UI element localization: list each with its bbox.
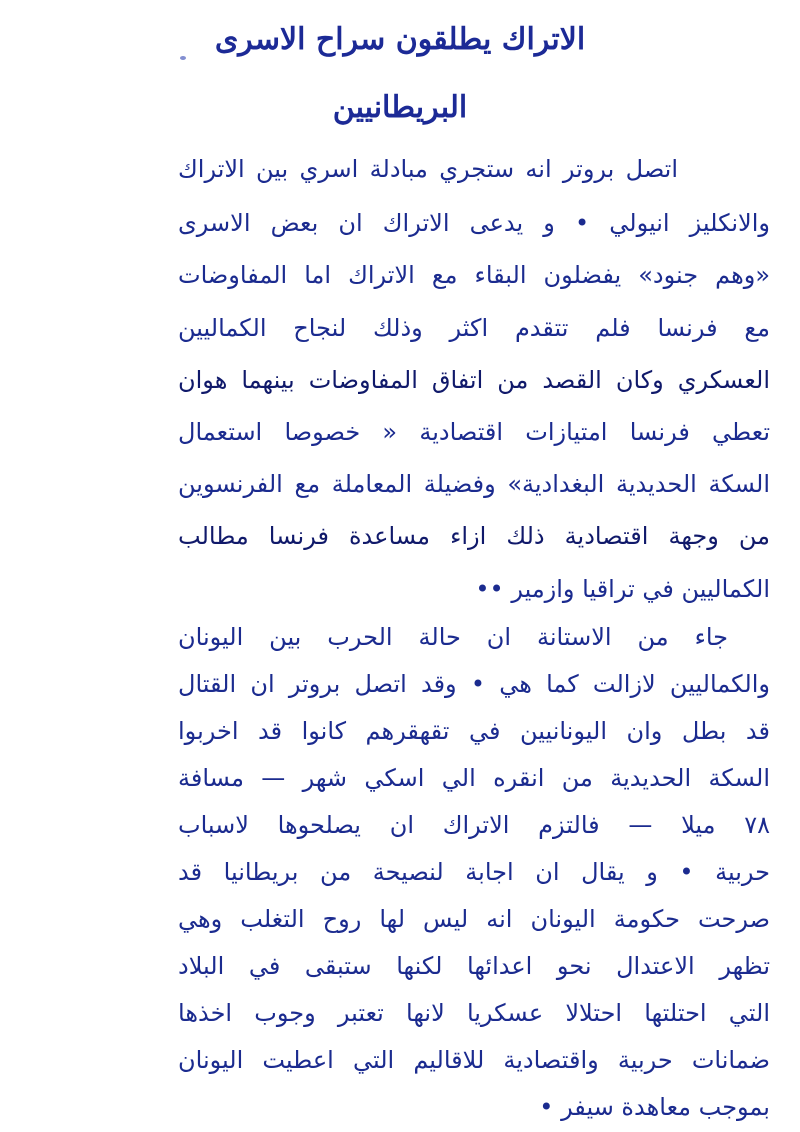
article-title: الاتراك يطلقون سراح الاسرى <box>214 22 586 57</box>
paragraph-2-line: قد بطل وان اليونانيين في تقهقرهم كانوا قد اخربوا <box>178 717 770 745</box>
paragraph-1-line: اتصل بروتر انه ستجري مبادلة اسري بين الاتراك <box>178 155 678 183</box>
paragraph-1-line: الكماليين في تراقيا وازمير •• <box>475 575 770 603</box>
paragraph-2-line: التي احتلتها احتلالا عسكريا لانها تعتبر وجوب اخذها <box>178 999 770 1027</box>
paragraph-1-line: «وهم جنود» يفضلون البقاء مع الاتراك اما المفاوضات <box>178 261 770 289</box>
article-title-continued: البريطانيين <box>332 90 468 125</box>
paragraph-1-line: من وجهة اقتصادية ذلك ازاء مساعدة فرنسا مطالب <box>178 522 770 550</box>
paragraph-2-line: تظهر الاعتدال نحو اعدائها لكنها ستبقى في البلاد <box>178 952 770 980</box>
paragraph-2-line: ضمانات حربية واقتصادية للاقاليم التي اعطيت اليونان <box>178 1046 770 1074</box>
paragraph-2-line: بموجب معاهدة سيفر • <box>539 1093 770 1121</box>
paragraph-2-line: والكماليين لازالت كما هي • وقد اتصل بروتر ان القتال <box>178 670 770 698</box>
ink-spot <box>180 56 186 60</box>
paragraph-2-line: صرحت حكومة اليونان انه ليس لها روح التغلب وهي <box>178 905 770 933</box>
paragraph-1-line: تعطي فرنسا امتيازات اقتصادية « خصوصا استعمال <box>178 418 770 446</box>
paragraph-1-line: السكة الحديدية البغدادية» وفضيلة المعاملة مع الفرنسوين <box>178 470 770 498</box>
paragraph-2-line: السكة الحديدية من انقره الي اسكي شهر — مسافة <box>178 764 770 792</box>
paragraph-1-line: مع فرنسا فلم تتقدم اكثر وذلك لنجاح الكماليين <box>178 314 770 342</box>
paragraph-2-line: حربية • و يقال ان اجابة لنصيحة من بريطانيا قد <box>178 858 770 886</box>
paragraph-1-line: والانكليز انيولي • و يدعى الاتراك ان بعض الاسرى <box>178 209 770 237</box>
paragraph-1-line: العسكري وكان القصد من اتفاق المفاوضات بينهما هوان <box>178 366 770 394</box>
paragraph-2-line: ٧٨ ميلا — فالتزم الاتراك ان يصلحوها لاسباب <box>178 811 770 839</box>
paragraph-2-line: جاء من الاستانة ان حالة الحرب بين اليونان <box>178 623 728 651</box>
